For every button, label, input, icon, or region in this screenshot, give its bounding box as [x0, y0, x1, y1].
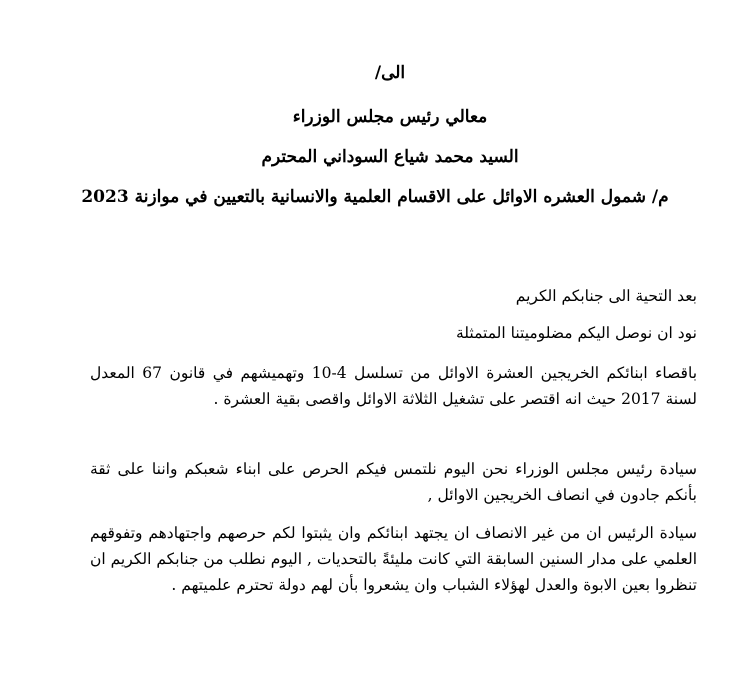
recipient-to-label: الى/: [374, 63, 406, 83]
addressee-title: معالي رئيس مجلس الوزراء: [292, 107, 488, 127]
body-paragraph-3: سيادة الرئيس ان من غير الانصاف ان يجتهد ابنائكم وان يثبتوا لكم حرصهم واجتهادهم وتفوقهم العلمي على مدار السنين السابقة التي كانت مليئةً بالتحديات , اليوم نطلب من جنابكم الكريم ان تنظروا بعين الابوة والعدل لهؤلاء الشباب وان يشعروا بأن لهم دولة تحترم علميتهم .: [90, 524, 697, 594]
body-paragraph-2: سيادة رئيس مجلس الوزراء نحن اليوم نلتمس فيكم الحرص على ابناء شعبكم واننا على ثقة بأنكم جادون في انصاف الخريجين الاوائل ,: [90, 460, 697, 504]
greeting-line: بعد التحية الى جنابكم الكريم: [515, 287, 697, 305]
intro-line: نود ان نوصل اليكم مضلوميتنا المتمثلة: [455, 324, 697, 342]
addressee-name: السيد محمد شياع السوداني المحترم: [261, 147, 519, 167]
body-paragraph-1: باقصاء ابنائكم الخريجين العشرة الاوائل من تسلسل 4-10 وتهميشهم في قانون 67 المعدل لسنة 2017 حيث انه اقتصر على تشغيل الثلاثة الاوائل واقصى بقية العشرة .: [90, 364, 698, 408]
letter-subject: م/ شمول العشره الاوائل على الاقسام العلمية والانسانية بالتعيين في موازنة 2023: [81, 187, 669, 207]
